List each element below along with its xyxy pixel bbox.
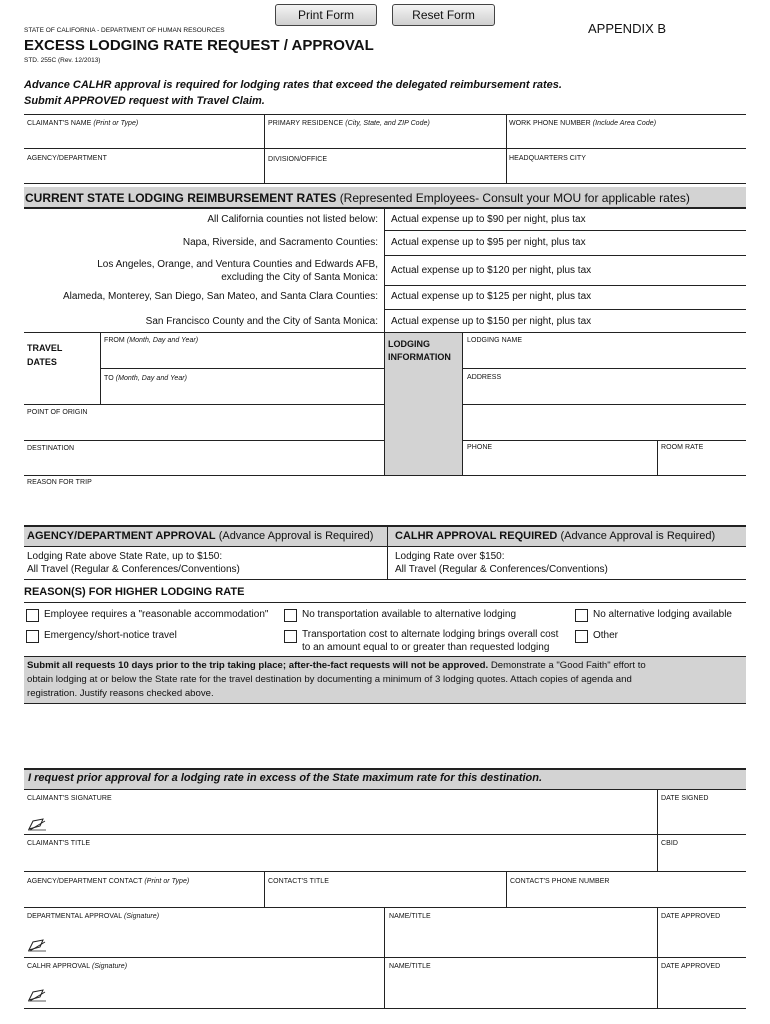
agency-header: STATE OF CALIFORNIA - DEPARTMENT OF HUMAN RESOURCES <box>24 27 225 34</box>
rates-title: CURRENT STATE LODGING REIMBURSEMENT RATES (Represented Employees- Consult your MOU for applicable rates) <box>25 191 690 205</box>
contact-title-label: CONTACT'S TITLE <box>268 878 329 885</box>
no-alternative-lodging-label: No alternative lodging available <box>593 609 732 620</box>
from-date-label: FROM (Month, Day and Year) <box>104 337 199 344</box>
contact-phone-field[interactable] <box>508 888 744 905</box>
notice-line-2: Submit APPROVED request with Travel Claim. <box>24 95 265 107</box>
agency-approval-title: AGENCY/DEPARTMENT APPROVAL (Advance Approval is Required) <box>27 530 374 542</box>
rate-area-2: Napa, Riverside, and Sacramento Counties: <box>182 237 378 248</box>
transportation-cost-checkbox[interactable] <box>284 630 297 643</box>
no-alternative-lodging-checkbox[interactable] <box>575 609 588 622</box>
dept-name-title-label: NAME/TITLE <box>389 913 431 920</box>
rate-value-2: Actual expense up to $95 per night, plus tax <box>391 237 586 248</box>
notice-line-1: Advance CALHR approval is required for lodging rates that exceed the delegated reimbursement rates. <box>24 79 562 91</box>
room-rate-field[interactable] <box>659 454 744 473</box>
agency-contact-label: AGENCY/DEPARTMENT CONTACT (Print or Type) <box>27 878 190 885</box>
agency-department-field[interactable] <box>26 165 262 181</box>
reasonable-accommodation-checkbox[interactable] <box>26 609 39 622</box>
print-form-button[interactable]: Print Form <box>275 4 377 26</box>
travel-dates-label: TRAVEL DATES <box>27 343 63 367</box>
address-label: ADDRESS <box>467 374 502 381</box>
division-office-field[interactable] <box>266 165 504 181</box>
page-title: EXCESS LODGING RATE REQUEST / APPROVAL <box>24 37 374 54</box>
transportation-cost-label: Transportation cost to alternate lodging brings overall cost to an amount equal to or greater than requested lodging <box>302 629 559 653</box>
headquarters-city-label: HEADQUARTERS CITY <box>509 155 586 162</box>
justification-field[interactable] <box>26 706 744 766</box>
no-transportation-label: No transportation available to alternative lodging <box>302 609 517 620</box>
agency-department-label: AGENCY/DEPARTMENT <box>27 155 107 162</box>
rate-value-4: Actual expense up to $125 per night, plus tax <box>391 291 592 302</box>
reason-for-trip-label: REASON FOR TRIP <box>27 479 92 486</box>
claimant-signature-label: CLAIMANT'S SIGNATURE <box>27 795 112 802</box>
to-date-label: TO (Month, Day and Year) <box>104 375 188 382</box>
appendix-label: APPENDIX B <box>588 21 667 36</box>
calhr-approval-label: CALHR APPROVAL (Signature) <box>27 963 128 970</box>
rate-value-1: Actual expense up to $90 per night, plus tax <box>391 214 586 225</box>
destination-field[interactable] <box>26 455 382 473</box>
calhr-name-title-label: NAME/TITLE <box>389 963 431 970</box>
rate-value-3: Actual expense up to $120 per night, plus tax <box>391 265 592 276</box>
form-number: STD. 255C (Rev. 12/2013) <box>24 57 101 64</box>
claimant-signature-field[interactable] <box>50 806 655 832</box>
claimant-title-label: CLAIMANT'S TITLE <box>27 840 91 847</box>
signature-pen-icon <box>27 938 47 952</box>
reset-form-button[interactable]: Reset Form <box>392 4 495 26</box>
contact-title-field[interactable] <box>266 888 504 905</box>
calhr-approval-title: CALHR APPROVAL REQUIRED (Advance Approval is Required) <box>395 530 716 542</box>
calhr-approval-text: Lodging Rate over $150: All Travel (Regular & Conferences/Conventions) <box>395 551 608 575</box>
phone-field[interactable] <box>464 454 655 473</box>
certification-statement: I request prior approval for a lodging rate in excess of the State maximum rate for this destination. <box>28 772 543 784</box>
claimant-name-field[interactable] <box>26 130 262 146</box>
dept-date-approved-field[interactable] <box>659 924 744 955</box>
no-transportation-checkbox[interactable] <box>284 609 297 622</box>
lodging-information-label: LODGING INFORMATION <box>388 339 451 362</box>
calhr-name-title-field[interactable] <box>386 974 655 1006</box>
address-field[interactable] <box>464 384 744 438</box>
cbid-label: CBID <box>661 840 678 847</box>
claimant-name-label: CLAIMANT'S NAME (Print or Type) <box>27 120 139 127</box>
claimant-title-field[interactable] <box>26 850 655 869</box>
from-date-field[interactable] <box>102 347 382 366</box>
departmental-approval-label: DEPARTMENTAL APPROVAL (Signature) <box>27 913 160 920</box>
dept-date-approved-label: DATE APPROVED <box>661 913 721 920</box>
date-signed-field[interactable] <box>659 806 744 832</box>
work-phone-label: WORK PHONE NUMBER (Include Area Code) <box>509 120 657 127</box>
work-phone-field[interactable] <box>508 130 744 146</box>
reasonable-accommodation-label: Employee requires a "reasonable accommodation" <box>44 609 269 620</box>
phone-label: PHONE <box>467 444 493 451</box>
date-signed-label: DATE SIGNED <box>661 795 709 802</box>
emergency-travel-label: Emergency/short-notice travel <box>44 630 177 641</box>
calhr-approval-field[interactable] <box>50 974 382 1006</box>
lodging-name-label: LODGING NAME <box>467 337 523 344</box>
cbid-field[interactable] <box>659 850 744 869</box>
destination-label: DESTINATION <box>27 445 75 452</box>
emergency-travel-checkbox[interactable] <box>26 630 39 643</box>
signature-pen-icon <box>27 988 47 1002</box>
instructions-text: Submit all requests 10 days prior to the trip taking place; after-the-fact requests will not be approved. Demonstrate a "Good Faith" effort to obtain lodging at or below the State rate for the travel destination by documenting a minimum of 3 lodging quotes. Attach copies of agenda and registration. Justify reasons checked above. <box>27 660 646 699</box>
point-of-origin-field[interactable] <box>26 419 382 438</box>
rate-area-4: Alameda, Monterey, San Diego, San Mateo, and Santa Clara Counties: <box>63 291 378 302</box>
agency-approval-text: Lodging Rate above State Rate, up to $150: All Travel (Regular & Conferences/Conventions) <box>27 551 240 575</box>
rate-area-1: All California counties not listed below: <box>207 214 378 225</box>
rate-value-5: Actual expense up to $150 per night, plus tax <box>391 316 592 327</box>
agency-contact-field[interactable] <box>26 888 262 905</box>
rate-area-3b: excluding the City of Santa Monica: <box>221 272 378 283</box>
reasons-title: REASON(S) FOR HIGHER LODGING RATE <box>24 586 245 598</box>
contact-phone-label: CONTACT'S PHONE NUMBER <box>510 878 610 885</box>
lodging-name-field[interactable] <box>464 347 744 366</box>
departmental-approval-field[interactable] <box>50 924 382 955</box>
calhr-date-approved-field[interactable] <box>659 974 744 1006</box>
to-date-field[interactable] <box>102 384 382 402</box>
primary-residence-label: PRIMARY RESIDENCE (City, State, and ZIP Code) <box>268 120 430 127</box>
calhr-date-approved-label: DATE APPROVED <box>661 963 721 970</box>
division-office-label: DIVISION/OFFICE <box>268 156 328 163</box>
reason-for-trip-field[interactable] <box>26 489 744 523</box>
primary-residence-field[interactable] <box>266 130 504 146</box>
point-of-origin-label: POINT OF ORIGIN <box>27 409 88 416</box>
headquarters-city-field[interactable] <box>508 165 744 181</box>
other-label: Other <box>593 630 619 641</box>
dept-name-title-field[interactable] <box>386 924 655 955</box>
other-checkbox[interactable] <box>575 630 588 643</box>
rate-area-5: San Francisco County and the City of Santa Monica: <box>145 316 378 327</box>
rate-area-3: Los Angeles, Orange, and Ventura Counties and Edwards AFB, <box>97 259 378 270</box>
signature-pen-icon <box>27 817 47 831</box>
room-rate-label: ROOM RATE <box>661 444 704 451</box>
